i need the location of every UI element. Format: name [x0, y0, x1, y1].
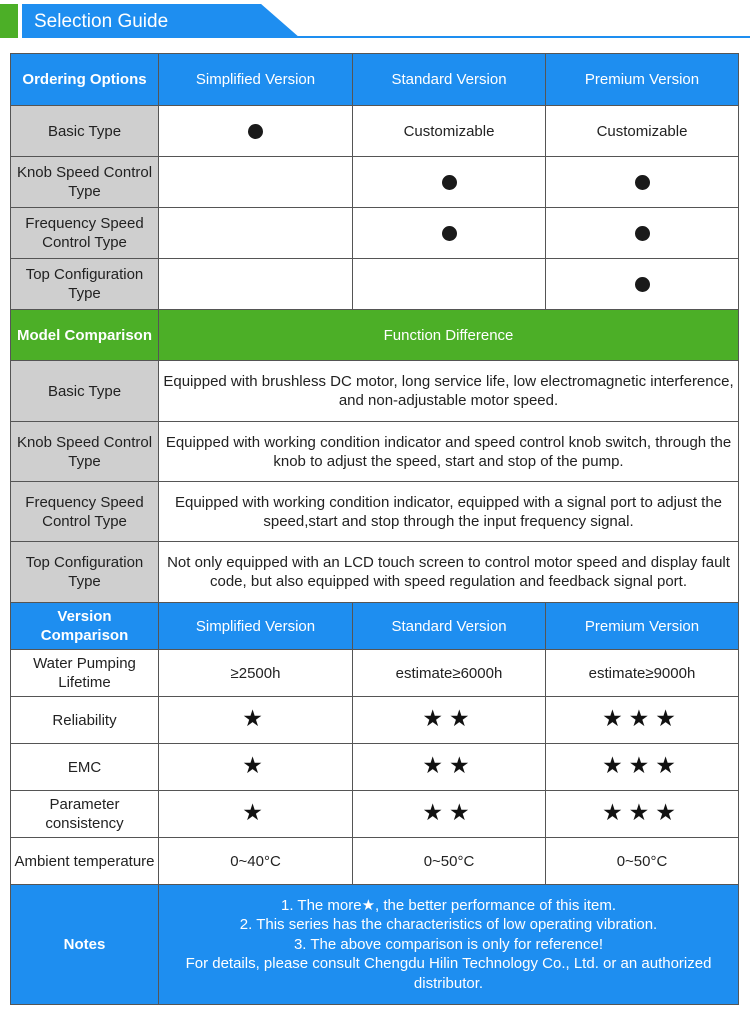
model-row — [11, 422, 739, 482]
ordering-cell — [546, 157, 739, 208]
star-rating-icon: ★ — [242, 799, 269, 825]
star-rating-icon: ★★★ — [602, 705, 682, 731]
ordering-row — [11, 157, 739, 208]
ordering-cell — [546, 208, 739, 259]
ordering-col-standard: Standard Version — [353, 54, 546, 106]
version-cell: estimate≥6000h — [353, 650, 546, 697]
version-cell: 0~50°C — [353, 838, 546, 885]
version-cell: 0~50°C — [546, 838, 739, 885]
version-row-label: Parameter consistency — [11, 791, 159, 838]
banner-green-accent — [0, 4, 18, 38]
version-row — [11, 791, 739, 838]
version-row — [11, 697, 739, 744]
model-row-label: Knob Speed Control Type — [11, 422, 159, 482]
star-rating-icon: ★★ — [422, 799, 476, 825]
included-dot-icon — [248, 124, 263, 139]
notes-row — [11, 885, 739, 1005]
version-row — [11, 650, 739, 697]
version-row-label: Ambient temperature — [11, 838, 159, 885]
version-cell — [159, 744, 353, 791]
selection-guide-table — [10, 53, 739, 1005]
version-cell: estimate≥9000h — [546, 650, 739, 697]
ordering-row — [11, 259, 739, 310]
model-row-description: Equipped with working condition indicator and speed control knob switch, through the knob to adjust the speed, start and stop of the pump. — [159, 422, 739, 482]
version-col-premium: Premium Version — [546, 603, 739, 650]
ordering-cell: Customizable — [546, 106, 739, 157]
star-rating-icon: ★★★ — [602, 752, 682, 778]
star-rating-icon: ★★ — [422, 705, 476, 731]
star-rating-icon: ★ — [242, 752, 269, 778]
model-row-label: Top Configuration Type — [11, 542, 159, 603]
ordering-cell — [159, 208, 353, 259]
included-dot-icon — [635, 277, 650, 292]
notes-line: 1. The more★, the better performance of this item. — [281, 896, 616, 914]
included-dot-icon — [442, 175, 457, 190]
star-rating-icon: ★★ — [422, 752, 476, 778]
version-header-row — [11, 603, 739, 650]
model-row-description: Equipped with brushless DC motor, long service life, low electromagnetic interference, and non-adjustable motor speed. — [159, 361, 739, 422]
banner-underline — [22, 36, 750, 38]
model-header-row — [11, 310, 739, 361]
included-dot-icon — [635, 175, 650, 190]
version-col-simplified: Simplified Version — [159, 603, 353, 650]
version-cell — [353, 744, 546, 791]
notes-line: 2. This series has the characteristics of low operating vibration. — [239, 916, 658, 934]
included-dot-icon — [635, 226, 650, 241]
model-row-label: Frequency Speed Control Type — [11, 482, 159, 542]
ordering-cell — [353, 157, 546, 208]
ordering-col-simplified: Simplified Version — [159, 54, 353, 106]
version-cell — [353, 697, 546, 744]
model-row-label: Basic Type — [11, 361, 159, 422]
ordering-cell — [353, 208, 546, 259]
version-cell — [546, 744, 739, 791]
version-comparison-heading: Version Comparison — [11, 603, 159, 650]
version-cell: ≥2500h — [159, 650, 353, 697]
version-cell — [546, 791, 739, 838]
ordering-row-label: Basic Type — [11, 106, 159, 157]
ordering-row — [11, 208, 739, 259]
notes-label: Notes — [11, 885, 159, 1005]
ordering-row-label: Knob Speed Control Type — [11, 157, 159, 208]
model-row — [11, 361, 739, 422]
star-rating-icon: ★ — [242, 705, 269, 731]
section-banner — [0, 0, 750, 40]
model-row-description: Not only equipped with an LCD touch screen to control motor speed and display fault code, but also equipped with speed regulation and feedback signal port. — [159, 542, 739, 603]
model-row — [11, 542, 739, 603]
version-row — [11, 838, 739, 885]
ordering-row-label: Frequency Speed Control Type — [11, 208, 159, 259]
notes-content — [159, 885, 739, 1005]
included-dot-icon — [442, 226, 457, 241]
ordering-cell — [159, 157, 353, 208]
notes-line: 3. The above comparison is only for reference! — [293, 935, 604, 953]
banner-title: Selection Guide — [34, 11, 169, 32]
ordering-cell — [159, 259, 353, 310]
version-col-standard: Standard Version — [353, 603, 546, 650]
version-cell — [353, 791, 546, 838]
ordering-cell — [159, 106, 353, 157]
version-cell — [159, 791, 353, 838]
star-rating-icon: ★★★ — [602, 799, 682, 825]
version-cell — [159, 697, 353, 744]
version-row-label: Reliability — [11, 697, 159, 744]
ordering-col-premium: Premium Version — [546, 54, 739, 106]
ordering-options-heading: Ordering Options — [11, 54, 159, 106]
ordering-cell — [546, 259, 739, 310]
ordering-cell: Customizable — [353, 106, 546, 157]
version-cell: 0~40°C — [159, 838, 353, 885]
ordering-row — [11, 106, 739, 157]
version-row-label: Water Pumping Lifetime — [11, 650, 159, 697]
version-cell — [546, 697, 739, 744]
ordering-row-label: Top Configuration Type — [11, 259, 159, 310]
version-row-label: EMC — [11, 744, 159, 791]
model-row-description: Equipped with working condition indicator, equipped with a signal port to adjust the speed,start and stop through the input frequency signal. — [159, 482, 739, 542]
ordering-cell — [353, 259, 546, 310]
model-row — [11, 482, 739, 542]
ordering-header-row — [11, 54, 739, 106]
model-comparison-heading: Model Comparison — [11, 310, 159, 361]
function-difference-heading: Function Difference — [159, 310, 739, 361]
version-row — [11, 744, 739, 791]
notes-line: For details, please consult Chengdu Hilin Technology Co., Ltd. or an authorized distributor. — [185, 955, 712, 992]
